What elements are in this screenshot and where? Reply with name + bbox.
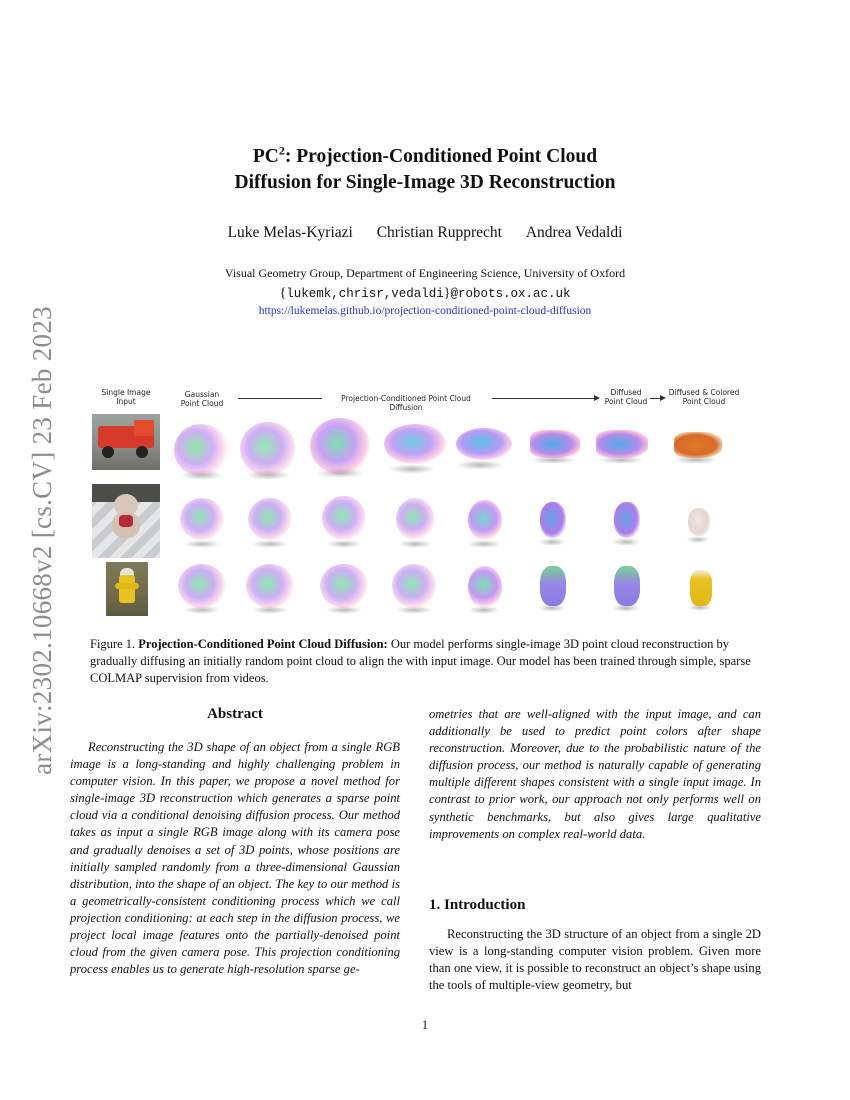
- cloud-r1-c1: [174, 424, 228, 476]
- label-diffused: [596, 388, 656, 406]
- cloud-r1-c3: [310, 418, 370, 474]
- input-photo-hydrant: [106, 562, 148, 616]
- shadow-r2-c5: [468, 540, 500, 548]
- input-photo-truck: [92, 414, 160, 470]
- cloud-r3-c7: [614, 566, 640, 606]
- right-column: [429, 706, 761, 994]
- email-close-brace: }: [443, 286, 451, 301]
- figure-caption: [90, 636, 760, 687]
- cloud-r1-c5: [456, 428, 512, 460]
- arrow-line-left: [238, 398, 322, 399]
- label-gaussian-line2: Point Cloud: [180, 399, 224, 408]
- abstract-heading: Abstract: [207, 706, 263, 722]
- affiliation: Visual Geometry Group, Department of Engineering Science, University of Oxford: [224, 266, 626, 280]
- email-open-brace: {: [279, 286, 287, 301]
- cloud-r3-final: [690, 570, 712, 606]
- label-colored-line1: Diffused & Colored: [668, 388, 740, 397]
- caption-bold-title: Projection-Conditioned Point Cloud Diffusion:: [138, 637, 388, 651]
- email-domain: @robots.ox.ac.uk: [450, 287, 571, 301]
- author-2: Christian Rupprecht: [376, 224, 502, 241]
- cloud-r3-c2: [246, 564, 294, 608]
- cloud-r1-c2: [240, 422, 296, 476]
- introduction-heading: 1. Introduction: [429, 896, 526, 913]
- label-gaussian: [172, 390, 232, 408]
- cloud-r3-c4: [392, 564, 436, 608]
- author-emails: [0, 286, 850, 302]
- author-1: Luke Melas-Kyriazi: [227, 224, 353, 241]
- title-rest: : Projection-Conditioned Point Cloud: [284, 146, 598, 167]
- label-single-image-line2: Input: [116, 397, 136, 406]
- cloud-r2-c5: [468, 500, 502, 540]
- shadow-r2-c4: [398, 540, 432, 548]
- left-column: [70, 706, 400, 978]
- cloud-r1-c6: [530, 430, 580, 458]
- title-line-2: Diffusion for Single-Image 3D Reconstruction: [234, 172, 616, 193]
- arxiv-id-text: arXiv:2302.10668v2 [cs.CV] 23 Feb 2023: [26, 305, 57, 775]
- cloud-r2-c3: [322, 496, 366, 540]
- cloud-r2-final: [688, 508, 710, 536]
- shadow-r1-c4: [388, 464, 436, 474]
- shadow-r2-c6: [538, 538, 566, 546]
- shadow-r2-c7: [612, 538, 640, 546]
- shadow-r2-c2: [252, 540, 288, 548]
- arrow-line-right: [492, 398, 596, 399]
- arxiv-side-stamp: [22, 290, 62, 790]
- title-line-1: [0, 144, 850, 170]
- caption-body: Our model performs single-image 3D point cloud reconstruction by gradually diffusing an initially random point cloud to align the with input image. Our model has been trained through simple, sparse COLMAP supervision from videos.: [90, 637, 751, 685]
- page-number: 1: [421, 1018, 429, 1032]
- label-diffused-line2: Point Cloud: [604, 397, 648, 406]
- shadow-r2-c1: [184, 540, 220, 548]
- abstract-body-left: Reconstructing the 3D shape of an object from a single RGB image is a long-standing and highly challenging problem in computer vision. In this paper, we propose a novel method for single-image 3D reconstruction which generates a sparse point cloud via a conditional denoising diffusion process. Our method takes as input a single RGB image along with its camera pose and gradually denoises a set of 3D points, whose positions are initially sampled randomly from a three-dimensional Gaussian distribution, into the shape of an object. The key to our method is a geometrically-consistent conditioning process which we call projection conditioning: at each step in the diffusion process, we project local image features onto the partially-denoised point cloud from the given camera pose. This projection conditioning process enables us to generate high-resolution sparse ge-: [70, 740, 400, 977]
- caption-prefix: Figure 1.: [90, 637, 139, 651]
- label-single-image-line1: Single Image: [101, 388, 151, 397]
- title-superscript: 2: [278, 143, 285, 158]
- input-photo-bear: [92, 484, 160, 558]
- label-diffused-line1: Diffused: [610, 388, 642, 397]
- label-process: Projection-Conditioned Point Cloud Diffusion: [341, 394, 471, 412]
- label-colored: [664, 388, 744, 406]
- cloud-r3-c5: [468, 566, 502, 608]
- cloud-r3-c1: [178, 564, 226, 608]
- introduction-body: Reconstructing the 3D structure of an object from a single 2D view is a long-standing computer vision problem. Given more than one view, it is possible to reconstruct an object’s shape using the tools of multiple-view geometry, but: [429, 926, 761, 993]
- label-colored-line2: Point Cloud: [682, 397, 726, 406]
- cloud-r3-c6: [540, 566, 566, 606]
- cloud-r2-c4: [396, 498, 434, 540]
- author-3: Andrea Vedaldi: [525, 224, 623, 241]
- cloud-r2-c6: [540, 502, 566, 538]
- cloud-r1-final: [674, 432, 722, 458]
- paper-title: [0, 144, 850, 196]
- author-list: [0, 224, 850, 242]
- abstract-body-right: ometries that are well-aligned with the input image, and can additionally be used to predict point colors after shape reconstruction. Moreover, due to the probabilistic nature of the diffusion process, our method is naturally capable of generating multiple different shapes consistent with a single input image. In contrast to prior work, our approach not only performs well on synthetic benchmarks, but also gives large qualitative improvements on complex real-world data.: [429, 707, 761, 841]
- cloud-r2-c7: [614, 502, 640, 538]
- label-single-image: [96, 388, 156, 406]
- shadow-r2-c3: [326, 540, 362, 548]
- cloud-r3-c3: [320, 564, 368, 608]
- shadow-r2-c8: [686, 536, 710, 543]
- cloud-r2-c1: [180, 498, 224, 540]
- label-gaussian-line1: Gaussian: [184, 390, 220, 399]
- cloud-r1-c4: [384, 424, 446, 464]
- teaser-figure: [90, 384, 760, 624]
- email-names: lukemk,chrisr,vedaldi: [286, 287, 444, 301]
- cloud-r2-c2: [248, 498, 292, 540]
- shadow-r1-c5: [456, 460, 504, 470]
- cloud-r1-c7: [596, 430, 648, 458]
- title-prefix: PC: [252, 146, 279, 167]
- project-url-link[interactable]: https://lukemelas.github.io/projection-conditioned-point-cloud-diffusion: [258, 305, 592, 317]
